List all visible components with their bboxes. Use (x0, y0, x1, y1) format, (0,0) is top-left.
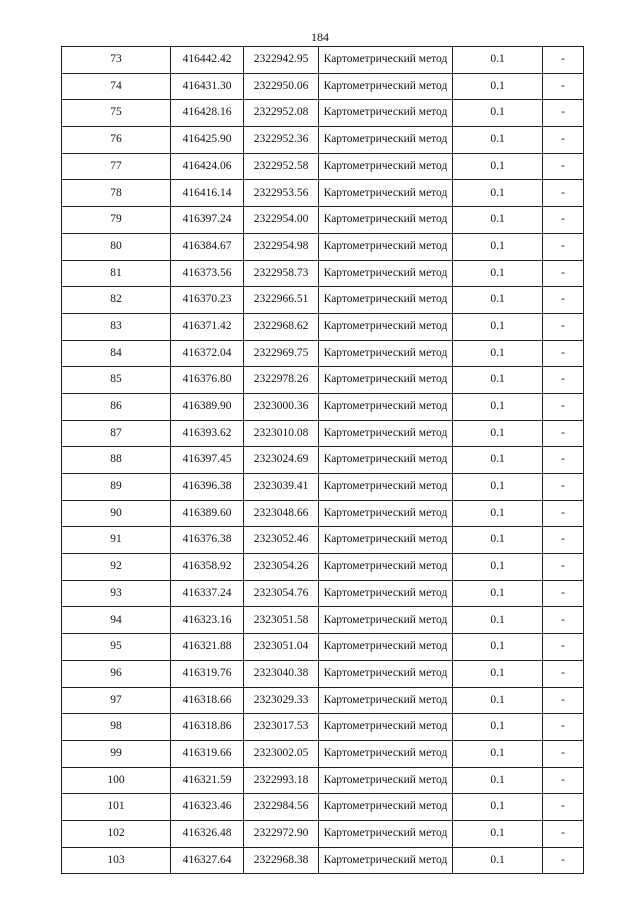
accuracy-cell: 0.1 (453, 847, 543, 874)
table-row (62, 634, 584, 661)
note-cell: - (543, 500, 584, 527)
point-number-cell: 102 (62, 820, 171, 847)
y-coordinate-cell: 2323051.04 (244, 634, 319, 661)
method-cell: Картометрический метод (319, 554, 453, 581)
y-coordinate-cell: 2322958.73 (244, 260, 319, 287)
point-number-cell: 96 (62, 660, 171, 687)
x-coordinate-cell: 416318.66 (171, 687, 244, 714)
accuracy-cell: 0.1 (453, 100, 543, 127)
x-coordinate-cell: 416323.46 (171, 794, 244, 821)
table-row (62, 847, 584, 874)
y-coordinate-cell: 2323052.46 (244, 527, 319, 554)
y-coordinate-cell: 2322954.00 (244, 207, 319, 234)
table-row (62, 660, 584, 687)
accuracy-cell: 0.1 (453, 313, 543, 340)
coordinates-table (61, 46, 584, 874)
note-cell: - (543, 287, 584, 314)
method-cell: Картометрический метод (319, 500, 453, 527)
accuracy-cell: 0.1 (453, 554, 543, 581)
method-cell: Картометрический метод (319, 847, 453, 874)
accuracy-cell: 0.1 (453, 740, 543, 767)
accuracy-cell: 0.1 (453, 153, 543, 180)
method-cell: Картометрический метод (319, 233, 453, 260)
x-coordinate-cell: 416327.64 (171, 847, 244, 874)
note-cell: - (543, 447, 584, 474)
note-cell: - (543, 767, 584, 794)
note-cell: - (543, 820, 584, 847)
table-row (62, 420, 584, 447)
table-row (62, 527, 584, 554)
table-row (62, 287, 584, 314)
note-cell: - (543, 340, 584, 367)
note-cell: - (543, 100, 584, 127)
y-coordinate-cell: 2323000.36 (244, 393, 319, 420)
point-number-cell: 87 (62, 420, 171, 447)
point-number-cell: 83 (62, 313, 171, 340)
table-row (62, 820, 584, 847)
note-cell: - (543, 180, 584, 207)
y-coordinate-cell: 2323051.58 (244, 607, 319, 634)
method-cell: Картометрический метод (319, 367, 453, 394)
y-coordinate-cell: 2323039.41 (244, 474, 319, 501)
note-cell: - (543, 660, 584, 687)
y-coordinate-cell: 2322993.18 (244, 767, 319, 794)
table-row (62, 153, 584, 180)
method-cell: Картометрический метод (319, 127, 453, 154)
table-row (62, 767, 584, 794)
y-coordinate-cell: 2323048.66 (244, 500, 319, 527)
x-coordinate-cell: 416321.59 (171, 767, 244, 794)
method-cell: Картометрический метод (319, 767, 453, 794)
table-row (62, 367, 584, 394)
x-coordinate-cell: 416431.30 (171, 73, 244, 100)
accuracy-cell: 0.1 (453, 260, 543, 287)
table-row (62, 740, 584, 767)
note-cell: - (543, 794, 584, 821)
x-coordinate-cell: 416425.90 (171, 127, 244, 154)
point-number-cell: 84 (62, 340, 171, 367)
table-row (62, 447, 584, 474)
x-coordinate-cell: 416389.90 (171, 393, 244, 420)
y-coordinate-cell: 2322953.56 (244, 180, 319, 207)
point-number-cell: 100 (62, 767, 171, 794)
accuracy-cell: 0.1 (453, 474, 543, 501)
point-number-cell: 97 (62, 687, 171, 714)
y-coordinate-cell: 2322968.62 (244, 313, 319, 340)
accuracy-cell: 0.1 (453, 687, 543, 714)
y-coordinate-cell: 2323029.33 (244, 687, 319, 714)
y-coordinate-cell: 2322969.75 (244, 340, 319, 367)
x-coordinate-cell: 416371.42 (171, 313, 244, 340)
accuracy-cell: 0.1 (453, 794, 543, 821)
y-coordinate-cell: 2322984.56 (244, 794, 319, 821)
method-cell: Картометрический метод (319, 794, 453, 821)
point-number-cell: 99 (62, 740, 171, 767)
x-coordinate-cell: 416358.92 (171, 554, 244, 581)
point-number-cell: 74 (62, 73, 171, 100)
method-cell: Картометрический метод (319, 447, 453, 474)
x-coordinate-cell: 416376.80 (171, 367, 244, 394)
x-coordinate-cell: 416323.16 (171, 607, 244, 634)
x-coordinate-cell: 416393.62 (171, 420, 244, 447)
point-number-cell: 103 (62, 847, 171, 874)
point-number-cell: 93 (62, 580, 171, 607)
method-cell: Картометрический метод (319, 47, 453, 74)
y-coordinate-cell: 2323010.08 (244, 420, 319, 447)
table-body (62, 47, 584, 874)
y-coordinate-cell: 2322968.38 (244, 847, 319, 874)
accuracy-cell: 0.1 (453, 73, 543, 100)
note-cell: - (543, 47, 584, 74)
table-row (62, 687, 584, 714)
x-coordinate-cell: 416397.24 (171, 207, 244, 234)
point-number-cell: 92 (62, 554, 171, 581)
table-row (62, 607, 584, 634)
point-number-cell: 78 (62, 180, 171, 207)
method-cell: Картометрический метод (319, 740, 453, 767)
y-coordinate-cell: 2322952.08 (244, 100, 319, 127)
point-number-cell: 85 (62, 367, 171, 394)
x-coordinate-cell: 416442.42 (171, 47, 244, 74)
y-coordinate-cell: 2322978.26 (244, 367, 319, 394)
method-cell: Картометрический метод (319, 73, 453, 100)
note-cell: - (543, 527, 584, 554)
accuracy-cell: 0.1 (453, 207, 543, 234)
x-coordinate-cell: 416389.60 (171, 500, 244, 527)
table-row (62, 260, 584, 287)
note-cell: - (543, 420, 584, 447)
y-coordinate-cell: 2322950.06 (244, 73, 319, 100)
accuracy-cell: 0.1 (453, 580, 543, 607)
accuracy-cell: 0.1 (453, 634, 543, 661)
accuracy-cell: 0.1 (453, 367, 543, 394)
point-number-cell: 86 (62, 393, 171, 420)
x-coordinate-cell: 416428.16 (171, 100, 244, 127)
method-cell: Картометрический метод (319, 580, 453, 607)
point-number-cell: 94 (62, 607, 171, 634)
method-cell: Картометрический метод (319, 474, 453, 501)
accuracy-cell: 0.1 (453, 820, 543, 847)
note-cell: - (543, 740, 584, 767)
note-cell: - (543, 233, 584, 260)
x-coordinate-cell: 416416.14 (171, 180, 244, 207)
note-cell: - (543, 127, 584, 154)
x-coordinate-cell: 416372.04 (171, 340, 244, 367)
x-coordinate-cell: 416318.86 (171, 714, 244, 741)
method-cell: Картометрический метод (319, 687, 453, 714)
accuracy-cell: 0.1 (453, 420, 543, 447)
x-coordinate-cell: 416321.88 (171, 634, 244, 661)
y-coordinate-cell: 2322954.98 (244, 233, 319, 260)
table-row (62, 233, 584, 260)
accuracy-cell: 0.1 (453, 47, 543, 74)
table-row (62, 554, 584, 581)
table-row (62, 580, 584, 607)
point-number-cell: 101 (62, 794, 171, 821)
accuracy-cell: 0.1 (453, 447, 543, 474)
table-row (62, 73, 584, 100)
note-cell: - (543, 313, 584, 340)
y-coordinate-cell: 2323002.05 (244, 740, 319, 767)
y-coordinate-cell: 2323054.26 (244, 554, 319, 581)
table-row (62, 474, 584, 501)
y-coordinate-cell: 2322942.95 (244, 47, 319, 74)
note-cell: - (543, 687, 584, 714)
point-number-cell: 73 (62, 47, 171, 74)
y-coordinate-cell: 2322952.36 (244, 127, 319, 154)
x-coordinate-cell: 416319.66 (171, 740, 244, 767)
x-coordinate-cell: 416396.38 (171, 474, 244, 501)
point-number-cell: 77 (62, 153, 171, 180)
accuracy-cell: 0.1 (453, 287, 543, 314)
point-number-cell: 76 (62, 127, 171, 154)
x-coordinate-cell: 416424.06 (171, 153, 244, 180)
accuracy-cell: 0.1 (453, 127, 543, 154)
point-number-cell: 80 (62, 233, 171, 260)
x-coordinate-cell: 416373.56 (171, 260, 244, 287)
accuracy-cell: 0.1 (453, 660, 543, 687)
method-cell: Картометрический метод (319, 714, 453, 741)
note-cell: - (543, 474, 584, 501)
y-coordinate-cell: 2323024.69 (244, 447, 319, 474)
x-coordinate-cell: 416397.45 (171, 447, 244, 474)
page-number: 184 (311, 30, 329, 44)
method-cell: Картометрический метод (319, 100, 453, 127)
accuracy-cell: 0.1 (453, 233, 543, 260)
point-number-cell: 79 (62, 207, 171, 234)
point-number-cell: 95 (62, 634, 171, 661)
method-cell: Картометрический метод (319, 820, 453, 847)
x-coordinate-cell: 416326.48 (171, 820, 244, 847)
point-number-cell: 88 (62, 447, 171, 474)
y-coordinate-cell: 2322952.58 (244, 153, 319, 180)
note-cell: - (543, 554, 584, 581)
table-row (62, 794, 584, 821)
table-row (62, 207, 584, 234)
y-coordinate-cell: 2323040.38 (244, 660, 319, 687)
note-cell: - (543, 847, 584, 874)
table-row (62, 340, 584, 367)
y-coordinate-cell: 2323054.76 (244, 580, 319, 607)
table-row (62, 313, 584, 340)
table-row (62, 393, 584, 420)
table-row (62, 714, 584, 741)
x-coordinate-cell: 416370.23 (171, 287, 244, 314)
accuracy-cell: 0.1 (453, 607, 543, 634)
y-coordinate-cell: 2322972.90 (244, 820, 319, 847)
method-cell: Картометрический метод (319, 660, 453, 687)
note-cell: - (543, 393, 584, 420)
point-number-cell: 81 (62, 260, 171, 287)
note-cell: - (543, 73, 584, 100)
note-cell: - (543, 367, 584, 394)
table-row (62, 100, 584, 127)
table-row (62, 180, 584, 207)
point-number-cell: 75 (62, 100, 171, 127)
table-row (62, 47, 584, 74)
accuracy-cell: 0.1 (453, 393, 543, 420)
method-cell: Картометрический метод (319, 287, 453, 314)
method-cell: Картометрический метод (319, 420, 453, 447)
x-coordinate-cell: 416376.38 (171, 527, 244, 554)
accuracy-cell: 0.1 (453, 340, 543, 367)
y-coordinate-cell: 2322966.51 (244, 287, 319, 314)
table-row (62, 127, 584, 154)
note-cell: - (543, 580, 584, 607)
x-coordinate-cell: 416319.76 (171, 660, 244, 687)
y-coordinate-cell: 2323017.53 (244, 714, 319, 741)
accuracy-cell: 0.1 (453, 500, 543, 527)
note-cell: - (543, 207, 584, 234)
note-cell: - (543, 714, 584, 741)
method-cell: Картометрический метод (319, 260, 453, 287)
method-cell: Картометрический метод (319, 607, 453, 634)
point-number-cell: 89 (62, 474, 171, 501)
method-cell: Картометрический метод (319, 393, 453, 420)
accuracy-cell: 0.1 (453, 767, 543, 794)
x-coordinate-cell: 416337.24 (171, 580, 244, 607)
x-coordinate-cell: 416384.67 (171, 233, 244, 260)
note-cell: - (543, 607, 584, 634)
point-number-cell: 90 (62, 500, 171, 527)
note-cell: - (543, 153, 584, 180)
accuracy-cell: 0.1 (453, 527, 543, 554)
point-number-cell: 91 (62, 527, 171, 554)
method-cell: Картометрический метод (319, 313, 453, 340)
method-cell: Картометрический метод (319, 527, 453, 554)
table-row (62, 500, 584, 527)
method-cell: Картометрический метод (319, 634, 453, 661)
accuracy-cell: 0.1 (453, 714, 543, 741)
point-number-cell: 82 (62, 287, 171, 314)
method-cell: Картометрический метод (319, 180, 453, 207)
note-cell: - (543, 634, 584, 661)
note-cell: - (543, 260, 584, 287)
method-cell: Картометрический метод (319, 207, 453, 234)
point-number-cell: 98 (62, 714, 171, 741)
accuracy-cell: 0.1 (453, 180, 543, 207)
method-cell: Картометрический метод (319, 153, 453, 180)
method-cell: Картометрический метод (319, 340, 453, 367)
